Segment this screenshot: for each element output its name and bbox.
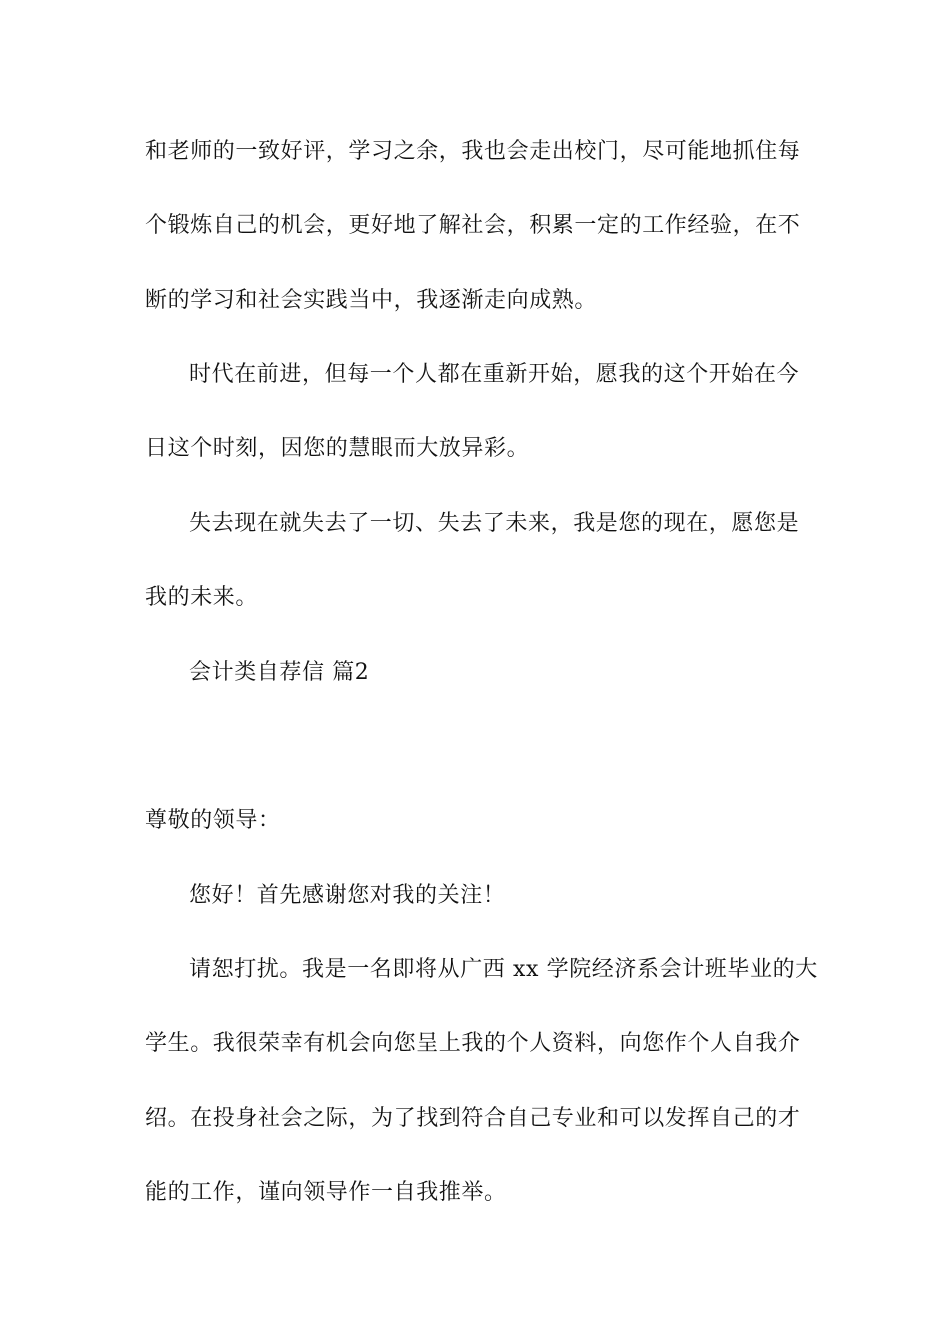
body-text-line: 能的工作，谨向领导作一自我推举。: [145, 1180, 507, 1205]
body-text-line: 时代在前进，但每一个人都在重新开始，愿我的这个开始在今: [189, 362, 800, 387]
body-text-line: 断的学习和社会实践当中，我逐渐走向成熟。: [145, 288, 598, 313]
body-text-line: 我的未来。: [145, 585, 259, 610]
body-text-line: 个锻炼自己的机会，更好地了解社会，积累一定的工作经验，在不: [145, 213, 801, 238]
body-text-line: 日这个时刻，因您的慧眼而大放异彩。: [145, 436, 530, 461]
body-text-line: 和老师的一致好评，学习之余，我也会走出校门，尽可能地抓住每: [145, 139, 801, 164]
greeting-line: 您好！首先感谢您对我的关注！: [189, 883, 506, 908]
salutation: 尊敬的领导：: [145, 808, 281, 833]
body-text-line: 绍。在投身社会之际，为了找到符合自己专业和可以发挥自己的才: [145, 1106, 801, 1131]
body-text-line: 失去现在就失去了一切、失去了未来，我是您的现在，愿您是: [189, 511, 800, 536]
body-text-line: 请恕打扰。我是一名即将从广西 xx 学院经济系会计班毕业的大: [189, 957, 818, 982]
body-text-line: 学生。我很荣幸有机会向您呈上我的个人资料，向您作个人自我介: [145, 1031, 801, 1056]
section-heading: 会计类自荐信 篇2: [189, 660, 370, 685]
